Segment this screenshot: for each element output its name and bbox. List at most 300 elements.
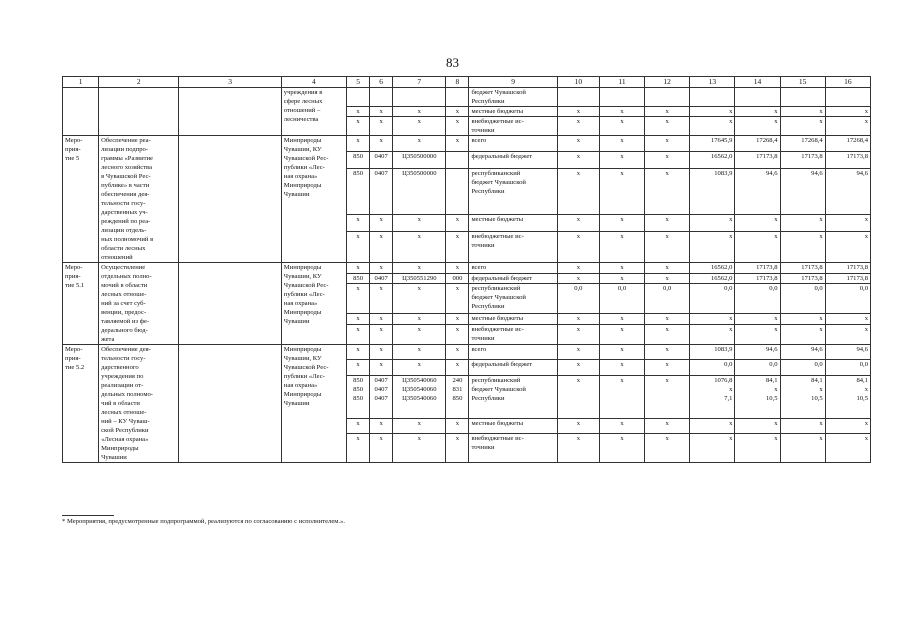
cell-col3 [179, 136, 281, 263]
text-line: Минприроды [283, 346, 322, 353]
cell-c6: x [370, 136, 393, 152]
cell-c5: x [347, 345, 370, 360]
cell-value: x [645, 418, 690, 433]
cell-c8 [446, 168, 469, 214]
cell-value: 17173,8 [825, 273, 870, 284]
text-line: обеспечения дея- [101, 191, 150, 198]
cell-source [469, 117, 557, 136]
text-line: публики «Лес- [283, 373, 325, 380]
cell-c8: x [446, 360, 469, 375]
text-line: местные бюджеты [471, 216, 524, 224]
cell-source [469, 433, 557, 462]
cell-value: 17173,8 [780, 263, 825, 274]
cell-value: x [780, 117, 825, 136]
text-line: дарственных уч- [101, 209, 148, 216]
text-line: прия- [65, 273, 81, 280]
budget-table [62, 76, 871, 463]
header-row [63, 77, 871, 88]
cell-value: x [557, 345, 599, 360]
text-line: ных полномочий в [101, 236, 154, 243]
text-line: в Чувашской Рес- [101, 173, 151, 180]
cell-activity-label [63, 136, 99, 263]
cell-value: x [735, 433, 780, 462]
cell-value: 17173,8 [825, 263, 870, 274]
cell-source [469, 231, 557, 262]
cell-value: x [557, 375, 599, 418]
text-line: реализации от- [101, 382, 144, 389]
footnote-divider [62, 515, 114, 516]
cell-value [557, 88, 599, 107]
cell-value: x [645, 324, 690, 344]
cell-activity-name [99, 136, 179, 263]
cell-value: x [690, 314, 735, 325]
text-line: Минприроды [283, 391, 322, 398]
cell-source [469, 418, 557, 433]
cell-value: x [599, 168, 644, 214]
cell-c5: x [347, 263, 370, 274]
text-line: жета [101, 336, 115, 343]
text-line: Минприроды [283, 264, 322, 271]
text-line: бюджет Чувашской [471, 294, 526, 302]
header-cell-3: 3 [179, 77, 281, 88]
text-line: сфере лесных [283, 98, 323, 105]
cell-value: x [825, 324, 870, 344]
cell-value: x [780, 418, 825, 433]
text-line: отношений – [283, 107, 321, 114]
text-line: Чувашии [101, 454, 127, 461]
cell-activity-name [99, 263, 179, 345]
cell-value: x [735, 314, 780, 325]
cell-value: 17268,4 [780, 136, 825, 152]
cell-value: x [780, 324, 825, 344]
cell-source [469, 375, 557, 418]
cell-value: 1083,9 [690, 168, 735, 214]
cell-value: x [645, 152, 690, 168]
cell-value [780, 88, 825, 107]
cell-activity-name [99, 88, 179, 136]
cell-value: x [690, 215, 735, 231]
text-line: прия- [65, 355, 81, 362]
cell-c8: x [446, 136, 469, 152]
cell-value: 0,0 [690, 360, 735, 375]
text-line: учреждения в [283, 89, 323, 96]
cell-value: x [599, 360, 644, 375]
cell-value: x [690, 324, 735, 344]
text-line: тие 5 [65, 155, 80, 162]
cell-c7 [393, 88, 446, 107]
text-line: Республики [471, 303, 505, 311]
cell-c6: x [370, 360, 393, 375]
text-line: ний – КУ Чуваш- [101, 418, 150, 425]
cell-value: x [557, 136, 599, 152]
cell-value: 94,6 [780, 345, 825, 360]
cell-value: x [599, 433, 644, 462]
cell-value: 0,0 [735, 360, 780, 375]
cell-value: x [645, 375, 690, 418]
text-line: всего [471, 137, 487, 144]
cell-c8 [446, 88, 469, 107]
cell-c8: x [446, 345, 469, 360]
cell-value: 16562,0 [690, 152, 735, 168]
cell-value: 17173,8 [735, 263, 780, 274]
cell-c8: x [446, 263, 469, 274]
header-cell-5: 5 [347, 77, 370, 88]
cell-value: x [735, 418, 780, 433]
text-line: Республики [471, 394, 505, 402]
cell-c7: x [393, 433, 446, 462]
text-line: бюджет Чувашской [471, 89, 526, 96]
text-line: прия- [65, 146, 81, 153]
cell-c5: 850 [347, 152, 370, 168]
text-line: Минприроды [101, 445, 139, 452]
text-line: Республики [471, 98, 505, 105]
text-line: лизации подпро- [101, 146, 149, 153]
text-line: Меро- [65, 264, 83, 271]
cell-c7: x [393, 136, 446, 152]
cell-c5: x [347, 324, 370, 344]
text-line: федеральный бюджет [471, 153, 533, 161]
cell-value: 0,0 [599, 284, 644, 314]
text-line: Минприроды [283, 137, 322, 144]
cell-value: 1083,9 [690, 345, 735, 360]
cell-c6: x [370, 107, 393, 117]
cell-c7: Ц350551290 [393, 273, 446, 284]
cell-c7: x [393, 117, 446, 136]
cell-c7: x [393, 263, 446, 274]
cell-c6: x [370, 418, 393, 433]
text-line: Республики [471, 187, 505, 195]
cell-value: x [825, 107, 870, 117]
text-line: внебюджетные ис- [471, 232, 524, 240]
cell-value: x [645, 273, 690, 284]
cell-value: 0,0 [690, 284, 735, 314]
cell-value: x [690, 107, 735, 117]
cell-source [469, 284, 557, 314]
text-line: Чувашии, КУ [283, 273, 322, 280]
cell-value: 17268,4 [825, 136, 870, 152]
cell-c5: x [347, 215, 370, 231]
cell-col3 [179, 263, 281, 345]
cell-value: x [780, 433, 825, 462]
cell-c8: x [446, 314, 469, 325]
cell-value: x [557, 117, 599, 136]
cell-value: x [557, 418, 599, 433]
header-cell-12: 12 [645, 77, 690, 88]
cell-source [469, 152, 557, 168]
cell-value: x [557, 107, 599, 117]
cell-c7: x [393, 215, 446, 231]
cell-c5 [347, 88, 370, 107]
cell-value: x [557, 231, 599, 262]
cell-value: x [645, 117, 690, 136]
cell-value: 94,6 [825, 345, 870, 360]
text-line: Чувашской Рес- [283, 364, 329, 371]
text-line: лесничества [283, 116, 319, 123]
cell-value: x [735, 215, 780, 231]
text-line: точники [471, 443, 495, 451]
cell-c7: Ц350500000 [393, 152, 446, 168]
cell-source [469, 168, 557, 214]
text-line: дельных полномо- [101, 391, 154, 398]
cell-value: x [645, 345, 690, 360]
text-line: Осуществление [101, 264, 146, 271]
cell-value: x [645, 263, 690, 274]
cell-c7: x [393, 231, 446, 262]
text-line: лизации отдель- [101, 227, 147, 234]
cell-value: x [645, 314, 690, 325]
text-line: лесных отноше- [101, 409, 147, 416]
cell-source [469, 324, 557, 344]
cell-value: x [645, 136, 690, 152]
cell-value: x [780, 231, 825, 262]
cell-c5: x [347, 284, 370, 314]
cell-value: x [645, 433, 690, 462]
cell-value: x [557, 168, 599, 214]
cell-value: x [599, 215, 644, 231]
text-line: тие 5.1 [65, 282, 85, 289]
cell-value: x [780, 314, 825, 325]
text-line: ная охрана» [283, 382, 318, 389]
text-line: Обеспечение реа- [101, 137, 151, 144]
text-line: тавляемой из фе- [101, 318, 150, 325]
cell-c5: x [347, 360, 370, 375]
text-line: реждений по реа- [101, 218, 151, 225]
table-row [63, 345, 871, 360]
text-line: всего [471, 346, 487, 353]
cell-source [469, 263, 557, 274]
cell-value: x [599, 263, 644, 274]
cell-value: x [645, 215, 690, 231]
cell-c5: 850 850 850 [347, 375, 370, 418]
cell-value: x [825, 231, 870, 262]
header-cell-16: 16 [825, 77, 870, 88]
cell-c8: x [446, 117, 469, 136]
text-line: республиканский [471, 169, 521, 177]
cell-executor [281, 263, 346, 345]
cell-value: 0,0 [825, 360, 870, 375]
text-line: «Лесная охрана» [101, 436, 149, 443]
cell-value: x [825, 314, 870, 325]
cell-value: x [599, 418, 644, 433]
text-line: тельности госу- [101, 200, 146, 207]
cell-value: 84,1 x 10,5 [780, 375, 825, 418]
cell-c6: 0407 [370, 168, 393, 214]
text-line: всего [471, 264, 487, 271]
cell-value [645, 88, 690, 107]
cell-value: x [780, 215, 825, 231]
text-line: ная охрана» [283, 300, 318, 307]
cell-c7: Ц350500000 [393, 168, 446, 214]
cell-activity-label [63, 345, 99, 463]
text-line: венции, предос- [101, 309, 147, 316]
cell-c7: x [393, 314, 446, 325]
text-line: ная охрана» [283, 173, 318, 180]
cell-value: x [825, 418, 870, 433]
cell-source [469, 360, 557, 375]
cell-c5: 850 [347, 168, 370, 214]
header-cell-4: 4 [281, 77, 346, 88]
cell-c5: x [347, 433, 370, 462]
cell-value: 84,1 x 10,5 [735, 375, 780, 418]
text-line: Меро- [65, 137, 83, 144]
cell-source [469, 215, 557, 231]
cell-value: 17173,8 [780, 273, 825, 284]
cell-source [469, 314, 557, 325]
cell-executor [281, 88, 346, 136]
cell-c6: x [370, 284, 393, 314]
header-cell-6: 6 [370, 77, 393, 88]
page-number: 83 [446, 55, 459, 70]
cell-value: x [557, 433, 599, 462]
cell-value: x [599, 345, 644, 360]
text-line: Чувашии, КУ [283, 355, 322, 362]
text-line: чий в области [101, 400, 140, 407]
cell-value: x [690, 117, 735, 136]
cell-col3 [179, 88, 281, 136]
text-line: местные бюджеты [471, 315, 524, 323]
cell-col3 [179, 345, 281, 463]
cell-value: 17645,9 [690, 136, 735, 152]
text-line: Чувашской Рес- [283, 282, 329, 289]
text-line: федеральный бюджет [471, 274, 533, 282]
cell-c5: x [347, 418, 370, 433]
text-line: публики «Лес- [283, 291, 325, 298]
cell-value: x [557, 263, 599, 274]
cell-source [469, 136, 557, 152]
text-line: публики «Лес- [283, 164, 325, 171]
cell-value: 16562,0 [690, 273, 735, 284]
table-row [63, 263, 871, 274]
cell-c6: x [370, 433, 393, 462]
text-line: граммы «Развитие [101, 155, 153, 162]
header-cell-1: 1 [63, 77, 99, 88]
cell-c8 [446, 152, 469, 168]
text-line: республиканский [471, 285, 521, 293]
cell-value: 0,0 [825, 284, 870, 314]
cell-value: x [599, 314, 644, 325]
cell-value: 94,6 [825, 168, 870, 214]
table-row [63, 136, 871, 152]
cell-value: x [690, 231, 735, 262]
header-cell-15: 15 [780, 77, 825, 88]
cell-c6: x [370, 324, 393, 344]
cell-value: 94,6 [735, 345, 780, 360]
cell-c8: 000 [446, 273, 469, 284]
text-line: Минприроды [283, 182, 322, 189]
cell-value: x [645, 168, 690, 214]
cell-value: 17268,4 [735, 136, 780, 152]
cell-c5: 850 [347, 273, 370, 284]
cell-value: x [599, 152, 644, 168]
text-line: федеральный бюджет [471, 361, 533, 369]
cell-c6: x [370, 231, 393, 262]
cell-c6: 0407 [370, 273, 393, 284]
cell-c6: x [370, 345, 393, 360]
cell-activity-name [99, 345, 179, 463]
cell-value: x [599, 375, 644, 418]
cell-value: x [825, 433, 870, 462]
cell-value: x [557, 152, 599, 168]
cell-value: x [599, 117, 644, 136]
cell-value [825, 88, 870, 107]
header-cell-8: 8 [446, 77, 469, 88]
cell-c6 [370, 88, 393, 107]
text-line: области лесных [101, 245, 146, 252]
text-line: точники [471, 334, 495, 342]
cell-value: x [780, 107, 825, 117]
text-line: дарственного [101, 364, 139, 371]
footnote: * Мероприятия, предусмотренные подпрограммой, реализуются по согласованию с исполнителем.». [62, 518, 346, 525]
text-line: отношений [101, 254, 133, 261]
cell-executor [281, 136, 346, 263]
cell-source [469, 345, 557, 360]
cell-c5: x [347, 107, 370, 117]
cell-value: x [645, 231, 690, 262]
cell-source [469, 107, 557, 117]
cell-c6: x [370, 263, 393, 274]
cell-c8: x [446, 107, 469, 117]
cell-c8: x [446, 418, 469, 433]
cell-c8: x [446, 284, 469, 314]
cell-value [690, 88, 735, 107]
cell-c6: x [370, 215, 393, 231]
text-line: Чувашии [283, 400, 310, 407]
cell-c6: 0407 0407 0407 [370, 375, 393, 418]
cell-value: 0,0 [735, 284, 780, 314]
text-line: ний за счет суб- [101, 300, 146, 307]
cell-value: x [825, 117, 870, 136]
cell-value: x [735, 231, 780, 262]
text-line: ской Республики [101, 427, 149, 434]
cell-activity-label [63, 88, 99, 136]
header-cell-11: 11 [599, 77, 644, 88]
text-line: лесного хозяйства [101, 164, 153, 171]
cell-value: x [557, 360, 599, 375]
cell-value: 0,0 [645, 284, 690, 314]
text-line: тельности госу- [101, 355, 146, 362]
text-line: Чувашской Рес- [283, 155, 329, 162]
text-line: публике» в части [101, 182, 150, 189]
cell-value: x [825, 215, 870, 231]
text-line: точники [471, 127, 495, 134]
cell-c7: x [393, 324, 446, 344]
header-cell-9: 9 [469, 77, 557, 88]
cell-value: x [690, 433, 735, 462]
header-cell-7: 7 [393, 77, 446, 88]
cell-c8: x [446, 324, 469, 344]
text-line: Обеспечение дея- [101, 346, 151, 353]
cell-value: 16562,0 [690, 263, 735, 274]
text-line: бюджет Чувашской [471, 178, 526, 186]
cell-c5: x [347, 231, 370, 262]
cell-c6: x [370, 314, 393, 325]
cell-value: 17173,8 [825, 152, 870, 168]
cell-value: 0,0 [780, 360, 825, 375]
cell-c5: x [347, 136, 370, 152]
cell-source [469, 273, 557, 284]
text-line: местные бюджеты [471, 108, 524, 115]
text-line: дерального бюд- [101, 327, 148, 334]
cell-value: x [690, 418, 735, 433]
cell-value: 1076,8 x 7,1 [690, 375, 735, 418]
header-cell-2: 2 [99, 77, 179, 88]
cell-c7: x [393, 418, 446, 433]
text-line: лесных отноше- [101, 291, 147, 298]
cell-executor [281, 345, 346, 463]
text-line: мочий в области [101, 282, 148, 289]
text-line: внебюджетные ис- [471, 118, 524, 125]
cell-c8: x [446, 215, 469, 231]
